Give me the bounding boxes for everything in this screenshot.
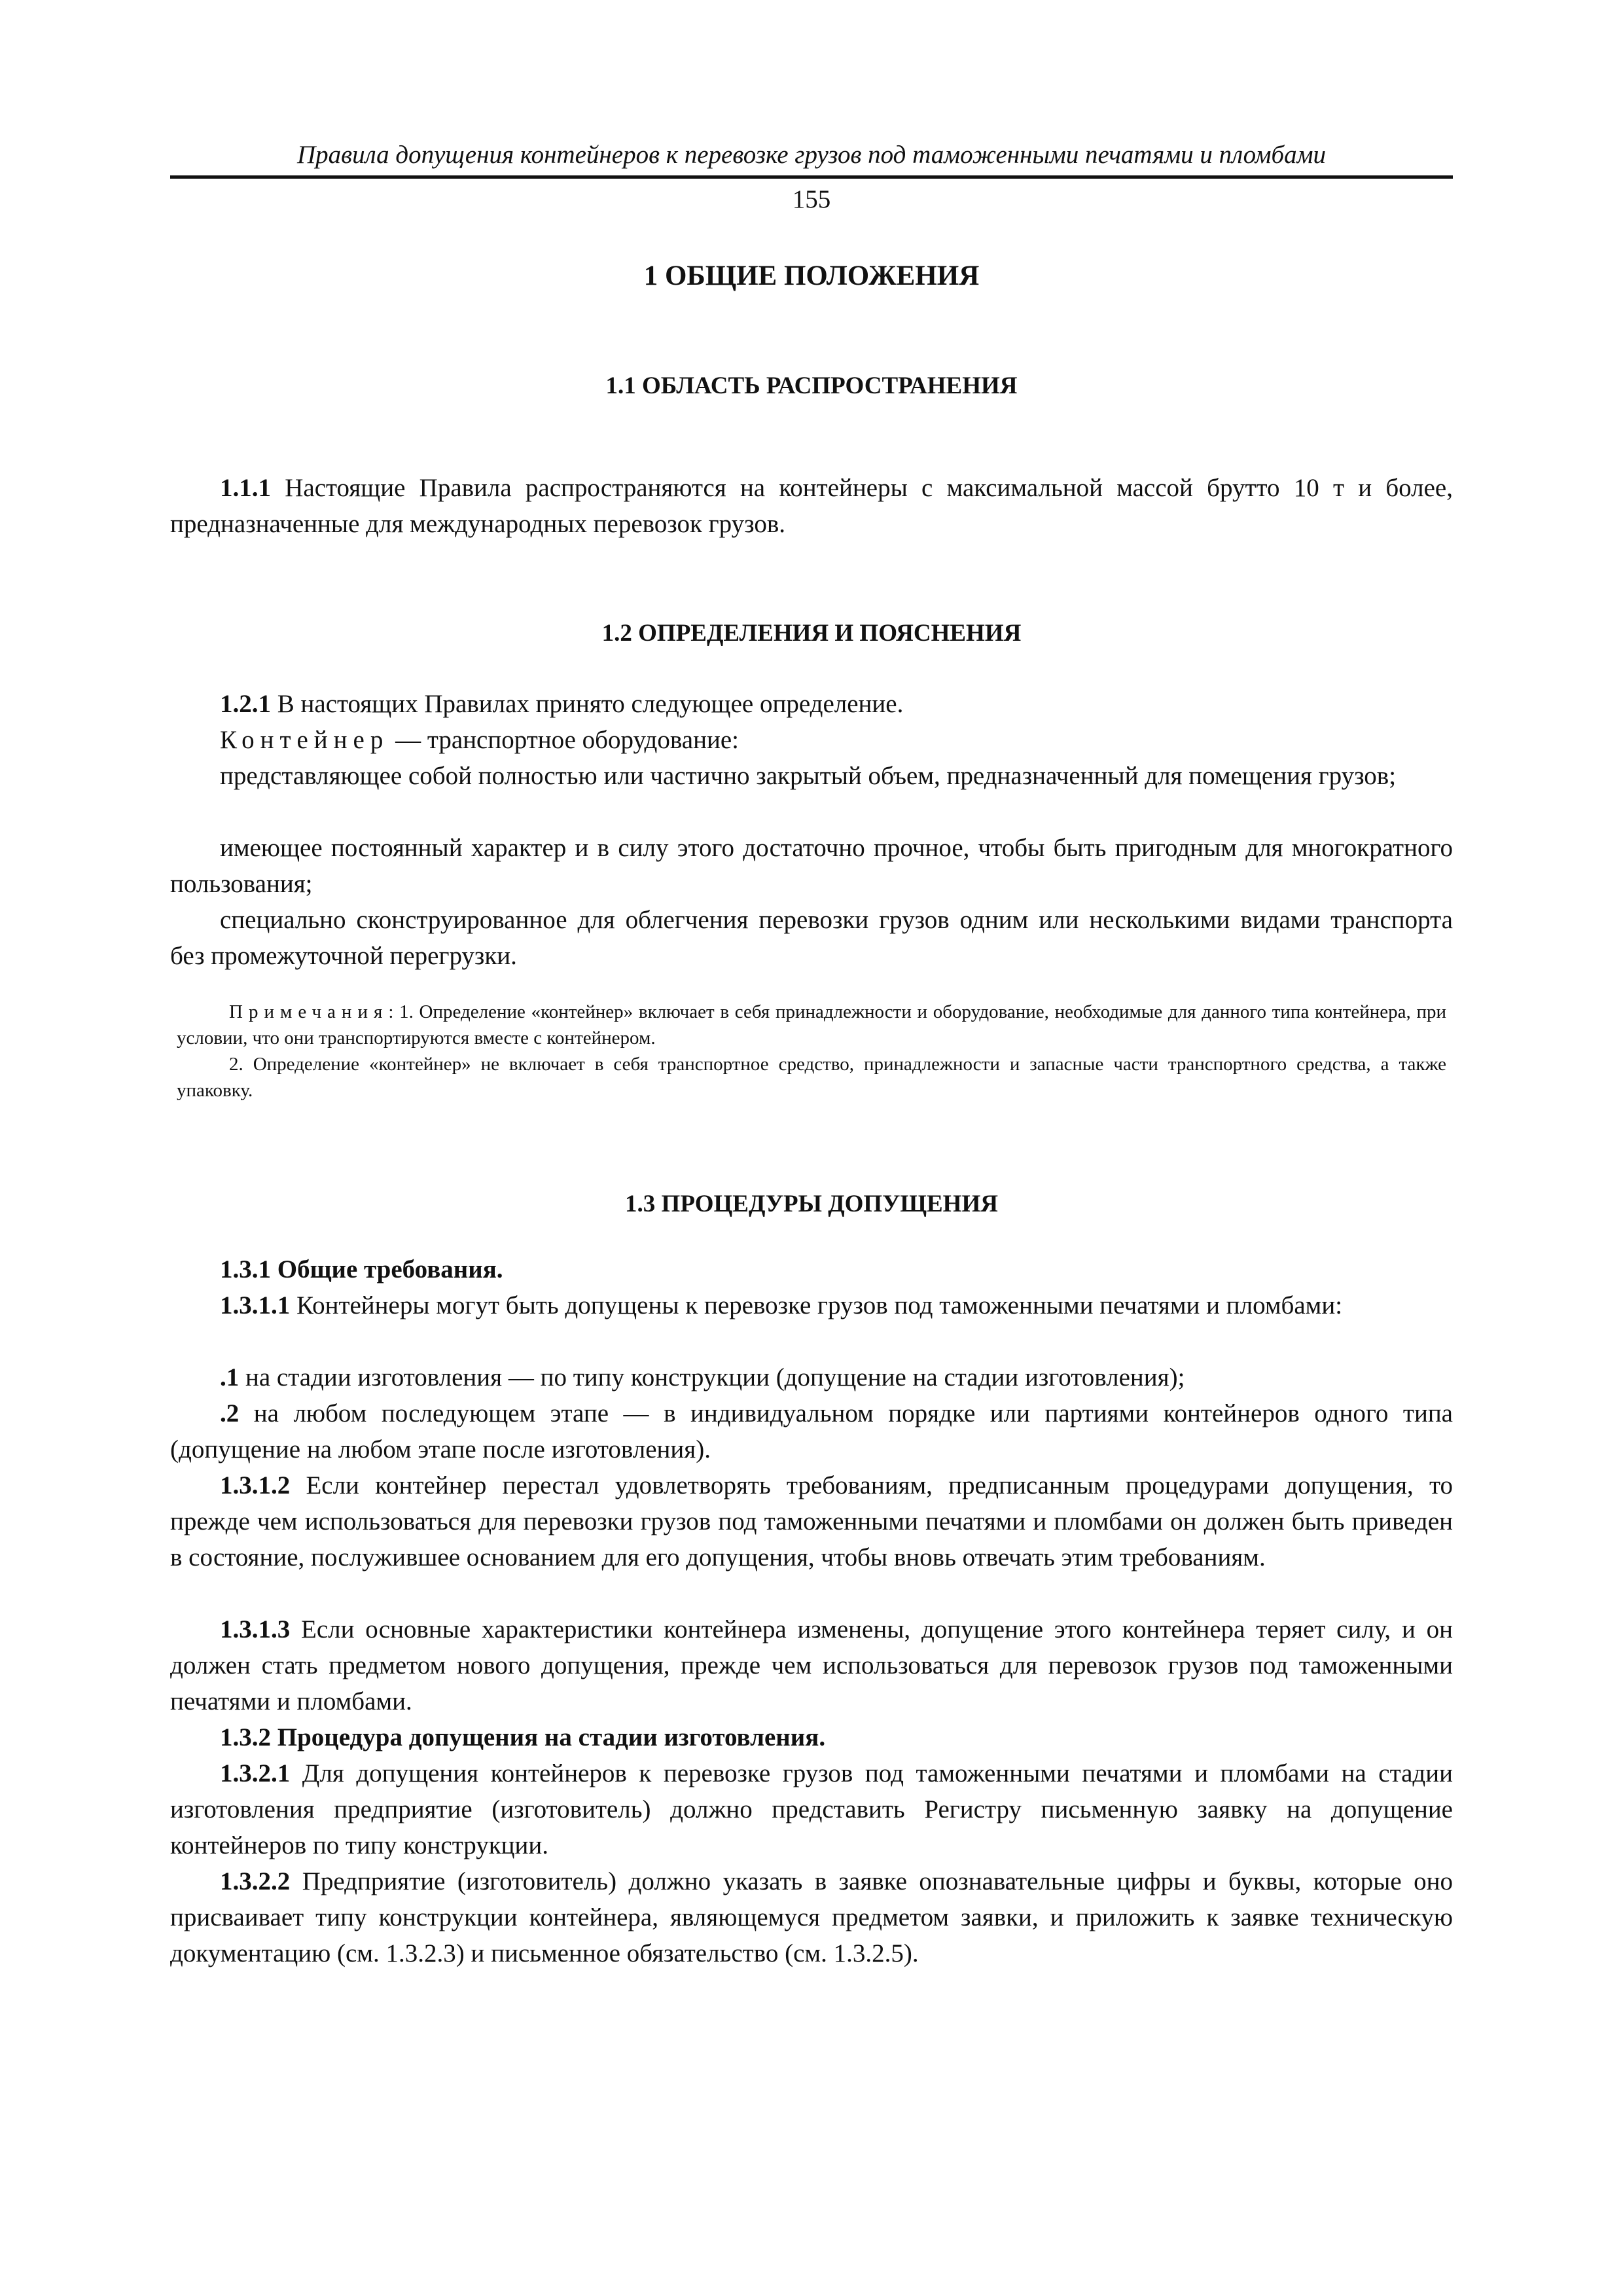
- paragraph-text: Настоящие Правила распространяются на контейнеры с максимальной массой брутто 10 т и более, предназначенные для международных перевозок грузов.: [170, 474, 1453, 538]
- paragraph-text: В настоящих Правилах принято следующее определение.: [271, 690, 904, 718]
- subsection-title-text: 1.3.1 Общие требования.: [220, 1255, 503, 1283]
- list-item-2: [170, 1395, 1453, 1467]
- list-item-number: .2: [220, 1399, 240, 1427]
- paragraph-1-3-2-2: [170, 1863, 1453, 1971]
- paragraph-number: 1.3.1.3: [220, 1615, 291, 1643]
- subsection-title-1-3-2: [170, 1719, 1453, 1755]
- paragraph-text: Для допущения контейнеров к перевозке грузов под таможенными печатями и пломбами на стадии изготовления предприятие (изготовитель) должно представить Регистру письменную заявку на допущение контейнеров по типу конструкции.: [170, 1759, 1453, 1859]
- paragraph-1-3-1-1: [170, 1287, 1453, 1323]
- definition-item: имеющее постоянный характер и в силу этого достаточно прочное, чтобы быть пригодным для многократного пользования;: [170, 834, 1453, 898]
- list-item-number: .1: [220, 1363, 240, 1391]
- section-title-1-1: 1.1 ОБЛАСТЬ РАСПРОСТРАНЕНИЯ: [605, 372, 1018, 399]
- note-label: Примечания: [229, 1001, 389, 1022]
- paragraph-text: Предприятие (изготовитель) должно указать в заявке опознавательные цифры и буквы, которые оно присваивает типу конструкции контейнера, являющемуся предметом заявки, и приложить к заявке техническую документацию (см. 1.3.2.3) и письменное обязательство (см. 1.3.2.5).: [170, 1867, 1453, 1967]
- page-number: 155: [792, 185, 831, 213]
- paragraph-number: 1.3.1.1: [220, 1291, 291, 1319]
- paragraph-text: Если контейнер перестал удовлетворять требованиям, предписанным процедурами допущения, то прежде чем использоваться для перевозки грузов под таможенными печатями и пломбами он должен быть приведен в состояние, послужившее основанием для его допущения, чтобы вновь отвечать этим требованиям.: [170, 1471, 1453, 1571]
- paragraph-text: Если основные характеристики контейнера изменены, допущение этого контейнера теряет силу, и он должен стать предметом нового допущения, прежде чем использоваться для перевозок грузов под таможенными печатями и пломбами.: [170, 1615, 1453, 1715]
- definition-text: — транспортное оборудование:: [389, 726, 739, 754]
- section-title-1-2: 1.2 ОПРЕДЕЛЕНИЯ И ПОЯСНЕНИЯ: [601, 620, 1022, 647]
- header-rule: [170, 175, 1453, 179]
- chapter-title: 1 ОБЩИЕ ПОЛОЖЕНИЯ: [643, 260, 980, 291]
- paragraph-1-3-1-2: [170, 1467, 1453, 1575]
- paragraph-1-2-1: [170, 686, 1453, 722]
- subsection-title-1-3-1: [170, 1251, 1453, 1287]
- note-text: : 1. Определение «контейнер» включает в себя принадлежности и оборудование, необходимые для данного типа контейнера, при условии, что они транспортируются вместе с контейнером.: [177, 1001, 1446, 1049]
- paragraph-number: 1.3.2.2: [220, 1867, 291, 1895]
- paragraph-text: Контейнеры могут быть допущены к перевозке грузов под таможенными печатями и пломбами:: [290, 1291, 1343, 1319]
- list-item-text: на стадии изготовления — по типу конструкции (допущение на стадии изготовления);: [239, 1363, 1185, 1391]
- definition-line: [170, 722, 1453, 758]
- section-title-1-3: 1.3 ПРОЦЕДУРЫ ДОПУЩЕНИЯ: [625, 1191, 998, 1217]
- note-1: [177, 999, 1446, 1051]
- paragraph-number: 1.3.2.1: [220, 1759, 291, 1787]
- paragraph-1-1-1: [170, 470, 1453, 542]
- list-item-text: на любом последующем этапе — в индивидуальном порядке или партиями контейнеров одного типа (допущение на любом этапе после изготовления).: [170, 1399, 1453, 1463]
- paragraph-number: 1.2.1: [220, 690, 271, 718]
- paragraph-1-3-2-1: [170, 1755, 1453, 1863]
- running-header: Правила допущения контейнеров к перевозке грузов под таможенными печатями и пломбами: [297, 141, 1326, 169]
- definition-item: представляющее собой полностью или частично закрытый объем, предназначенный для помещения грузов;: [220, 762, 1397, 790]
- note-2: 2. Определение «контейнер» не включает в себя транспортное средство, принадлежности и запасные части транспортного средства, а также упаковку.: [177, 1054, 1446, 1101]
- paragraph-number: 1.3.1.2: [220, 1471, 291, 1499]
- definition-item: специально сконструированное для облегчения перевозки грузов одним или несколькими видами транспорта без промежуточной перегрузки.: [170, 906, 1453, 970]
- paragraph-1-3-1-3: [170, 1611, 1453, 1719]
- paragraph-number: 1.1.1: [220, 474, 271, 502]
- list-item-1: [170, 1359, 1453, 1395]
- definition-term: Контейнер: [220, 726, 389, 754]
- subsection-title-text: 1.3.2 Процедура допущения на стадии изготовления.: [220, 1723, 826, 1751]
